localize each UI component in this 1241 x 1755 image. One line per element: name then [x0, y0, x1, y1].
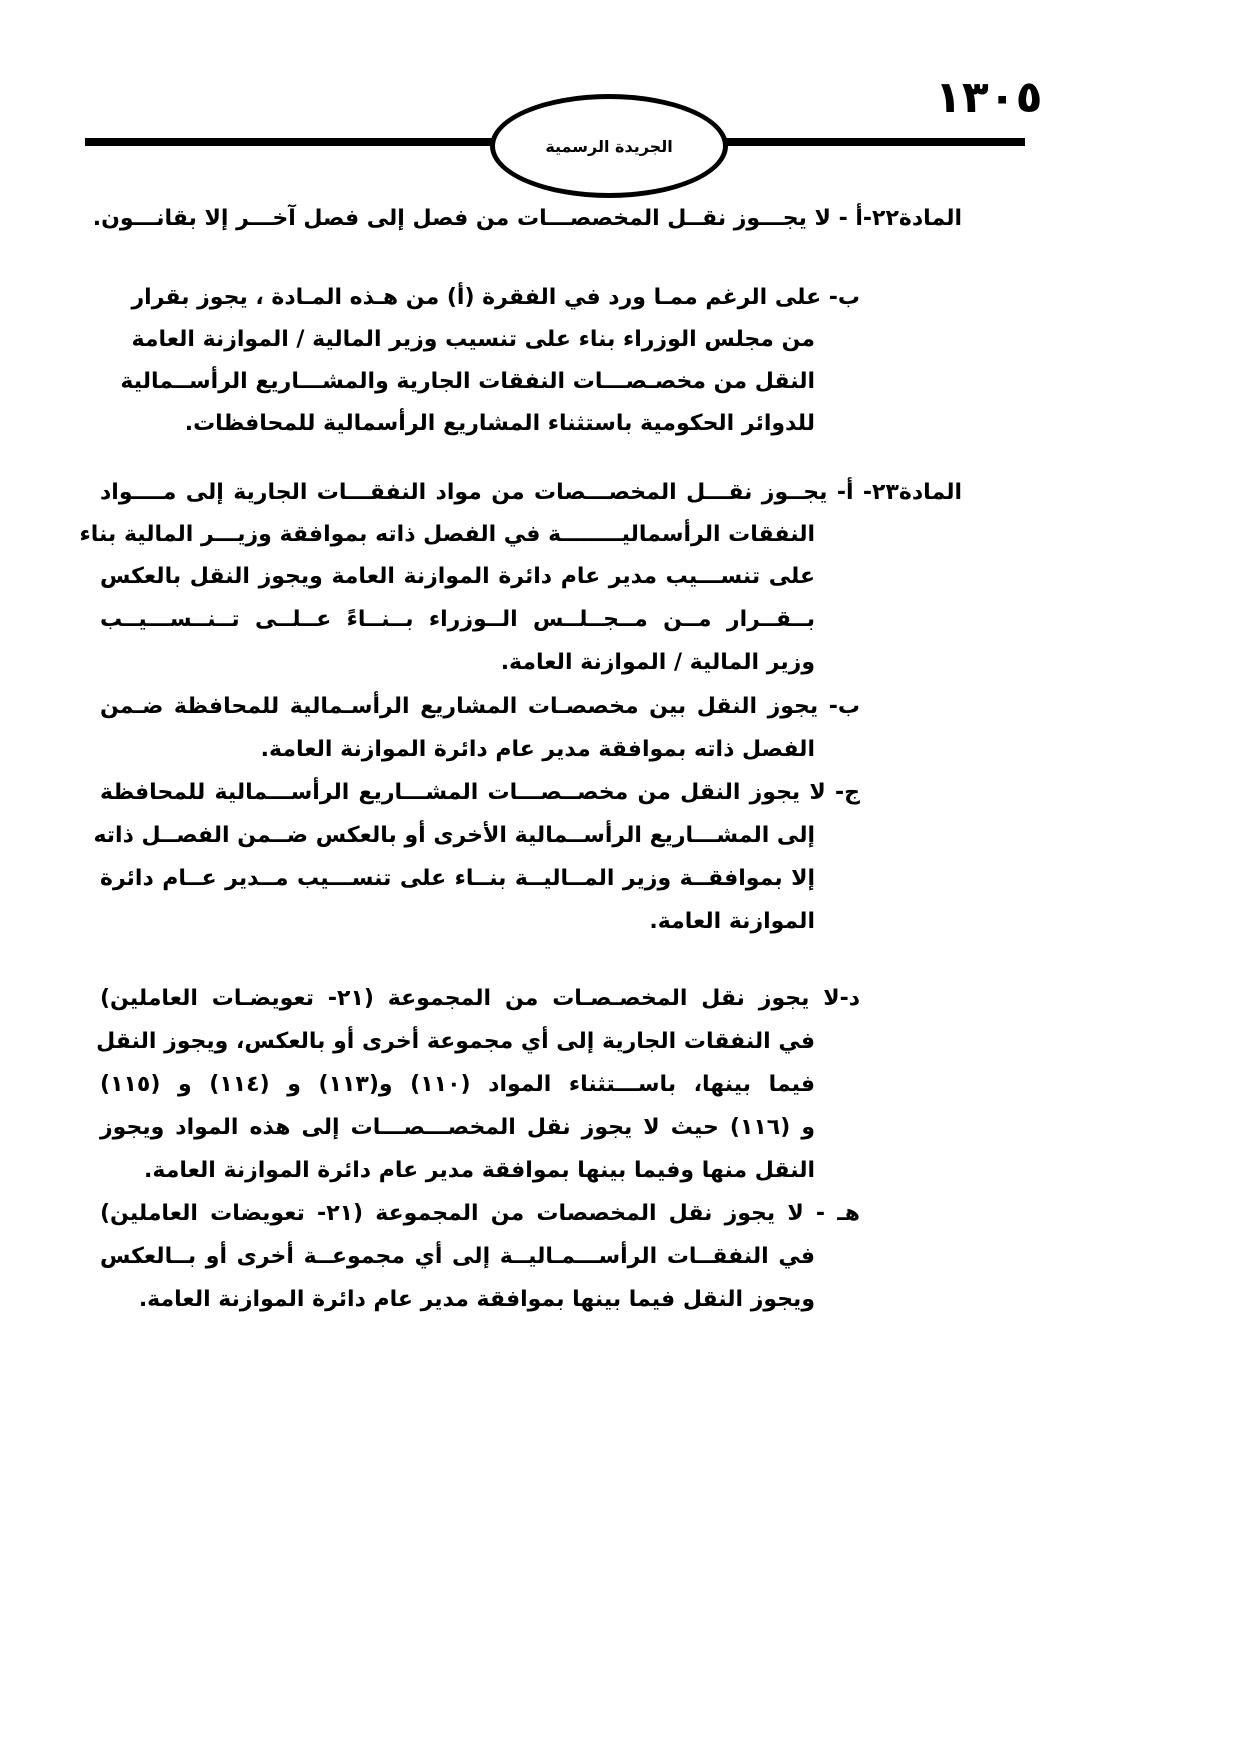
text-line: في النفقــات الرأســـمـاليــة إلى أي مجموعــة أخرى أو بــالعكس: [100, 1244, 815, 1269]
text-line: في النفقات الجارية إلى أي مجموعة أخرى أو بالعكس، ويجوز النقل: [96, 1029, 815, 1054]
text-line: ج- لا يجوز النقل من مخصــصـــات المشـــاريع الرأســـمالية للمحافظة: [100, 780, 860, 805]
text-line: و (١١٦) حيث لا يجوز نقل المخصـــصـــات إلى هذه المواد ويجوز: [100, 1115, 816, 1140]
text-line: ب- على الرغم ممـا ورد في الفقرة (أ) من هـذه المـادة ، يجوز بقرار: [131, 285, 860, 310]
text-line: المادة٢٣- أ- يجــوز نقـــل المخصـــصات من مواد النفقـــات الجارية إلى مــــواد: [100, 480, 962, 505]
text-line: بــقــرار مــن مــجــلــس الــوزراء بــنــاءً عــلــى تــنــســـيــب: [100, 607, 815, 632]
text-line: إلى المشـــاريع الرأســمالية الأخرى أو بالعكس ضــمن الفصــل ذاته: [93, 823, 815, 848]
page-number: ١٣٠٥: [935, 72, 1043, 123]
text-line: وزير المالية / الموازنة العامة.: [500, 650, 815, 675]
text-line: الموازنة العامة.: [649, 909, 815, 934]
text-line: د-لا يجوز نقل المخصـصـات من المجموعة (٢١- تعويضـات العاملين): [100, 986, 860, 1011]
text-line: هـ - لا يجوز نقل المخصصات من المجموعة (٢١- تعويضات العاملين): [100, 1201, 860, 1226]
text-line: إلا بموافقــة وزير المــاليــة بنــاء على تنســـيب مــدير عــام دائرة: [100, 866, 815, 891]
text-line: النفقات الرأسماليــــــــة في الفصل ذاته بموافقة وزيـــر المالية بناء: [79, 522, 815, 547]
text-line: ب- يجوز النقل بين مخصصـات المشاريع الرأسـمالية للمحافظة ضـمن: [100, 694, 860, 719]
text-line: ويجوز النقل فيما بينها بموافقة مدير عام دائرة الموازنة العامة.: [138, 1287, 815, 1312]
text-line: من مجلس الوزراء بناء على تنسيب وزير المالية / الموازنة العامة: [131, 327, 815, 352]
text-line: النقل من مخصـصـــات النفقات الجارية والمشـــاريع الرأســمالية: [120, 369, 815, 394]
text-line: فيما بينها، باســـتثناء المواد (١١٠) و(١١٣) و (١١٤) و (١١٥): [100, 1072, 816, 1097]
gazette-title-oval: [490, 94, 728, 198]
header-rule-right: [720, 138, 1025, 146]
text-line: على تنســـيب مدير عام دائرة الموازنة العامة ويجوز النقل بالعكس: [100, 564, 815, 589]
gazette-title: الجريدة الرسمية: [545, 136, 673, 156]
text-line: المادة٢٢-أ - لا يجـــوز نقــل المخصصـــات من فصل إلى فصل آخـــر إلا بقانـــون.: [92, 206, 962, 231]
text-line: للدوائر الحكومية باستثناء المشاريع الرأسمالية للمحافظات.: [184, 411, 815, 436]
text-line: النقل منها وفيما بينها بموافقة مدير عام دائرة الموازنة العامة.: [144, 1158, 815, 1183]
header-rule-left: [85, 138, 495, 146]
text-line: الفصل ذاته بموافقة مدير عام دائرة الموازنة العامة.: [260, 737, 815, 762]
